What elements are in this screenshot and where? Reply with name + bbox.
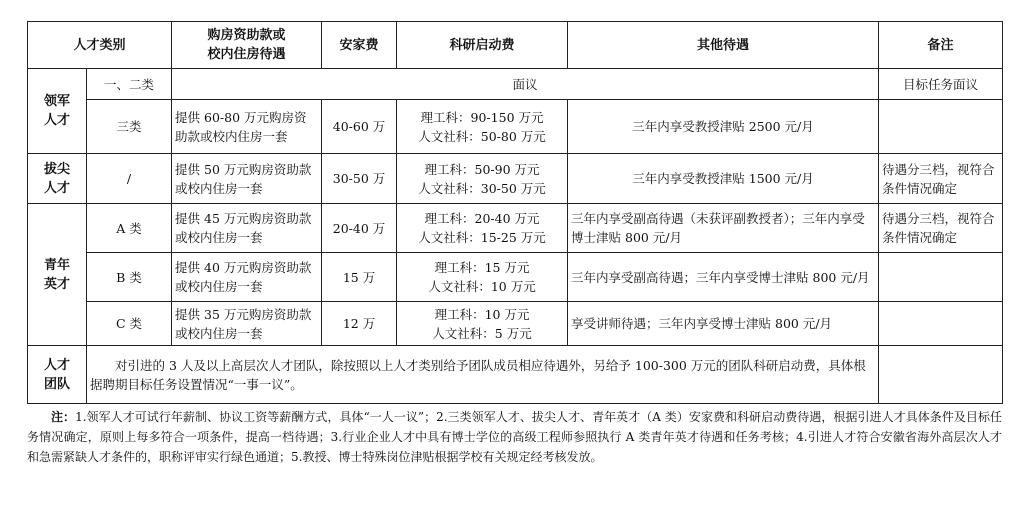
table-row: [28, 302, 1003, 346]
header-other: 其他待遇: [568, 22, 879, 69]
research-cell: 理工科：90-150 万元 人文社科：50-80 万元: [397, 100, 568, 154]
remark-cell: 待遇分三档，视符合条件情况确定: [879, 154, 1003, 204]
header-research: 科研启动费: [397, 22, 568, 69]
category-team: 人才 团队: [28, 346, 87, 404]
document-page: [27, 21, 1002, 467]
research-cell: 理工科：15 万元 人文社科：10 万元: [397, 253, 568, 302]
header-settlement: 安家费: [322, 22, 397, 69]
table-row: [28, 253, 1003, 302]
remark-cell: [879, 302, 1003, 346]
research-cell: 理工科：50-90 万元 人文社科：30-50 万元: [397, 154, 568, 204]
housing-cell: 提供 50 万元购房资助款或校内住房一套: [172, 154, 322, 204]
team-description: 对引进的 3 人及以上高层次人才团队，除按照以上人才类别给予团队成员相应待遇外，另给予 100-300 万元的团队科研启动费，具体根据聘期目标任务设置情况“一事一议”。: [87, 346, 879, 404]
settlement-cell: 15 万: [322, 253, 397, 302]
tier-label: /: [87, 154, 172, 204]
remark-cell: 目标任务面议: [879, 69, 1003, 100]
table-row: [28, 100, 1003, 154]
tier-label: B 类: [87, 253, 172, 302]
remark-cell: [879, 346, 1003, 404]
housing-cell: 提供 40 万元购房资助款或校内住房一套: [172, 253, 322, 302]
table-row: [28, 346, 1003, 404]
footnote-label: 注：: [51, 410, 76, 424]
other-benefits-cell: 三年内享受副高待遇（未获评副教授者）；三年内享受博士津贴 800 元/月: [568, 204, 879, 253]
other-benefits-cell: 享受讲师待遇；三年内享受博士津贴 800 元/月: [568, 302, 879, 346]
table-row: [28, 204, 1003, 253]
negotiable-cell: 面议: [172, 69, 879, 100]
settlement-cell: 12 万: [322, 302, 397, 346]
research-cell: 理工科：20-40 万元 人文社科：15-25 万元: [397, 204, 568, 253]
settlement-cell: 20-40 万: [322, 204, 397, 253]
footnote: [27, 407, 1002, 467]
tier-label: 三类: [87, 100, 172, 154]
tier-label: 一、二类: [87, 69, 172, 100]
remark-cell: [879, 253, 1003, 302]
category-young: 青年 英才: [28, 204, 87, 346]
header-category: 人才类别: [28, 22, 172, 69]
remark-cell: [879, 100, 1003, 154]
settlement-cell: 40-60 万: [322, 100, 397, 154]
other-benefits-cell: 三年内享受教授津贴 1500 元/月: [568, 154, 879, 204]
header-row: [28, 22, 1003, 69]
remark-cell: 待遇分三档，视符合条件情况确定: [879, 204, 1003, 253]
tier-label: C 类: [87, 302, 172, 346]
other-benefits-cell: 三年内享受副高待遇；三年内享受博士津贴 800 元/月: [568, 253, 879, 302]
tier-label: A 类: [87, 204, 172, 253]
table-row: [28, 69, 1003, 100]
housing-cell: 提供 60-80 万元购房资助款或校内住房一套: [172, 100, 322, 154]
header-housing: 购房资助款或 校内住房待遇: [172, 22, 322, 69]
category-topnotch: 拔尖 人才: [28, 154, 87, 204]
settlement-cell: 30-50 万: [322, 154, 397, 204]
category-leading: 领军 人才: [28, 69, 87, 154]
housing-cell: 提供 45 万元购房资助款或校内住房一套: [172, 204, 322, 253]
research-cell: 理工科：10 万元 人文社科：5 万元: [397, 302, 568, 346]
housing-cell: 提供 35 万元购房资助款或校内住房一套: [172, 302, 322, 346]
table-row: [28, 154, 1003, 204]
talent-benefits-table: [27, 21, 1003, 404]
footnote-text: 1.领军人才可试行年薪制、协议工资等薪酬方式，具体“一人一议”；2.三类领军人才、拔尖人才、青年英才（A 类）安家费和科研启动费待遇，根据引进人才具体条件及目标任务情况确定，原则上每多符合一项条件，提高一档待遇；3.行业企业人才中具有博士学位的高级工程师参照执行 A 类青年英才待遇和任务考核；4.引进人才符合安徽省海外高层次人才和急需紧缺人才条件的，职称评审实行绿色通道；5.教授、博士特殊岗位津贴根据学校有关规定经考核发放。: [27, 410, 1002, 464]
header-remarks: 备注: [879, 22, 1003, 69]
other-benefits-cell: 三年内享受教授津贴 2500 元/月: [568, 100, 879, 154]
